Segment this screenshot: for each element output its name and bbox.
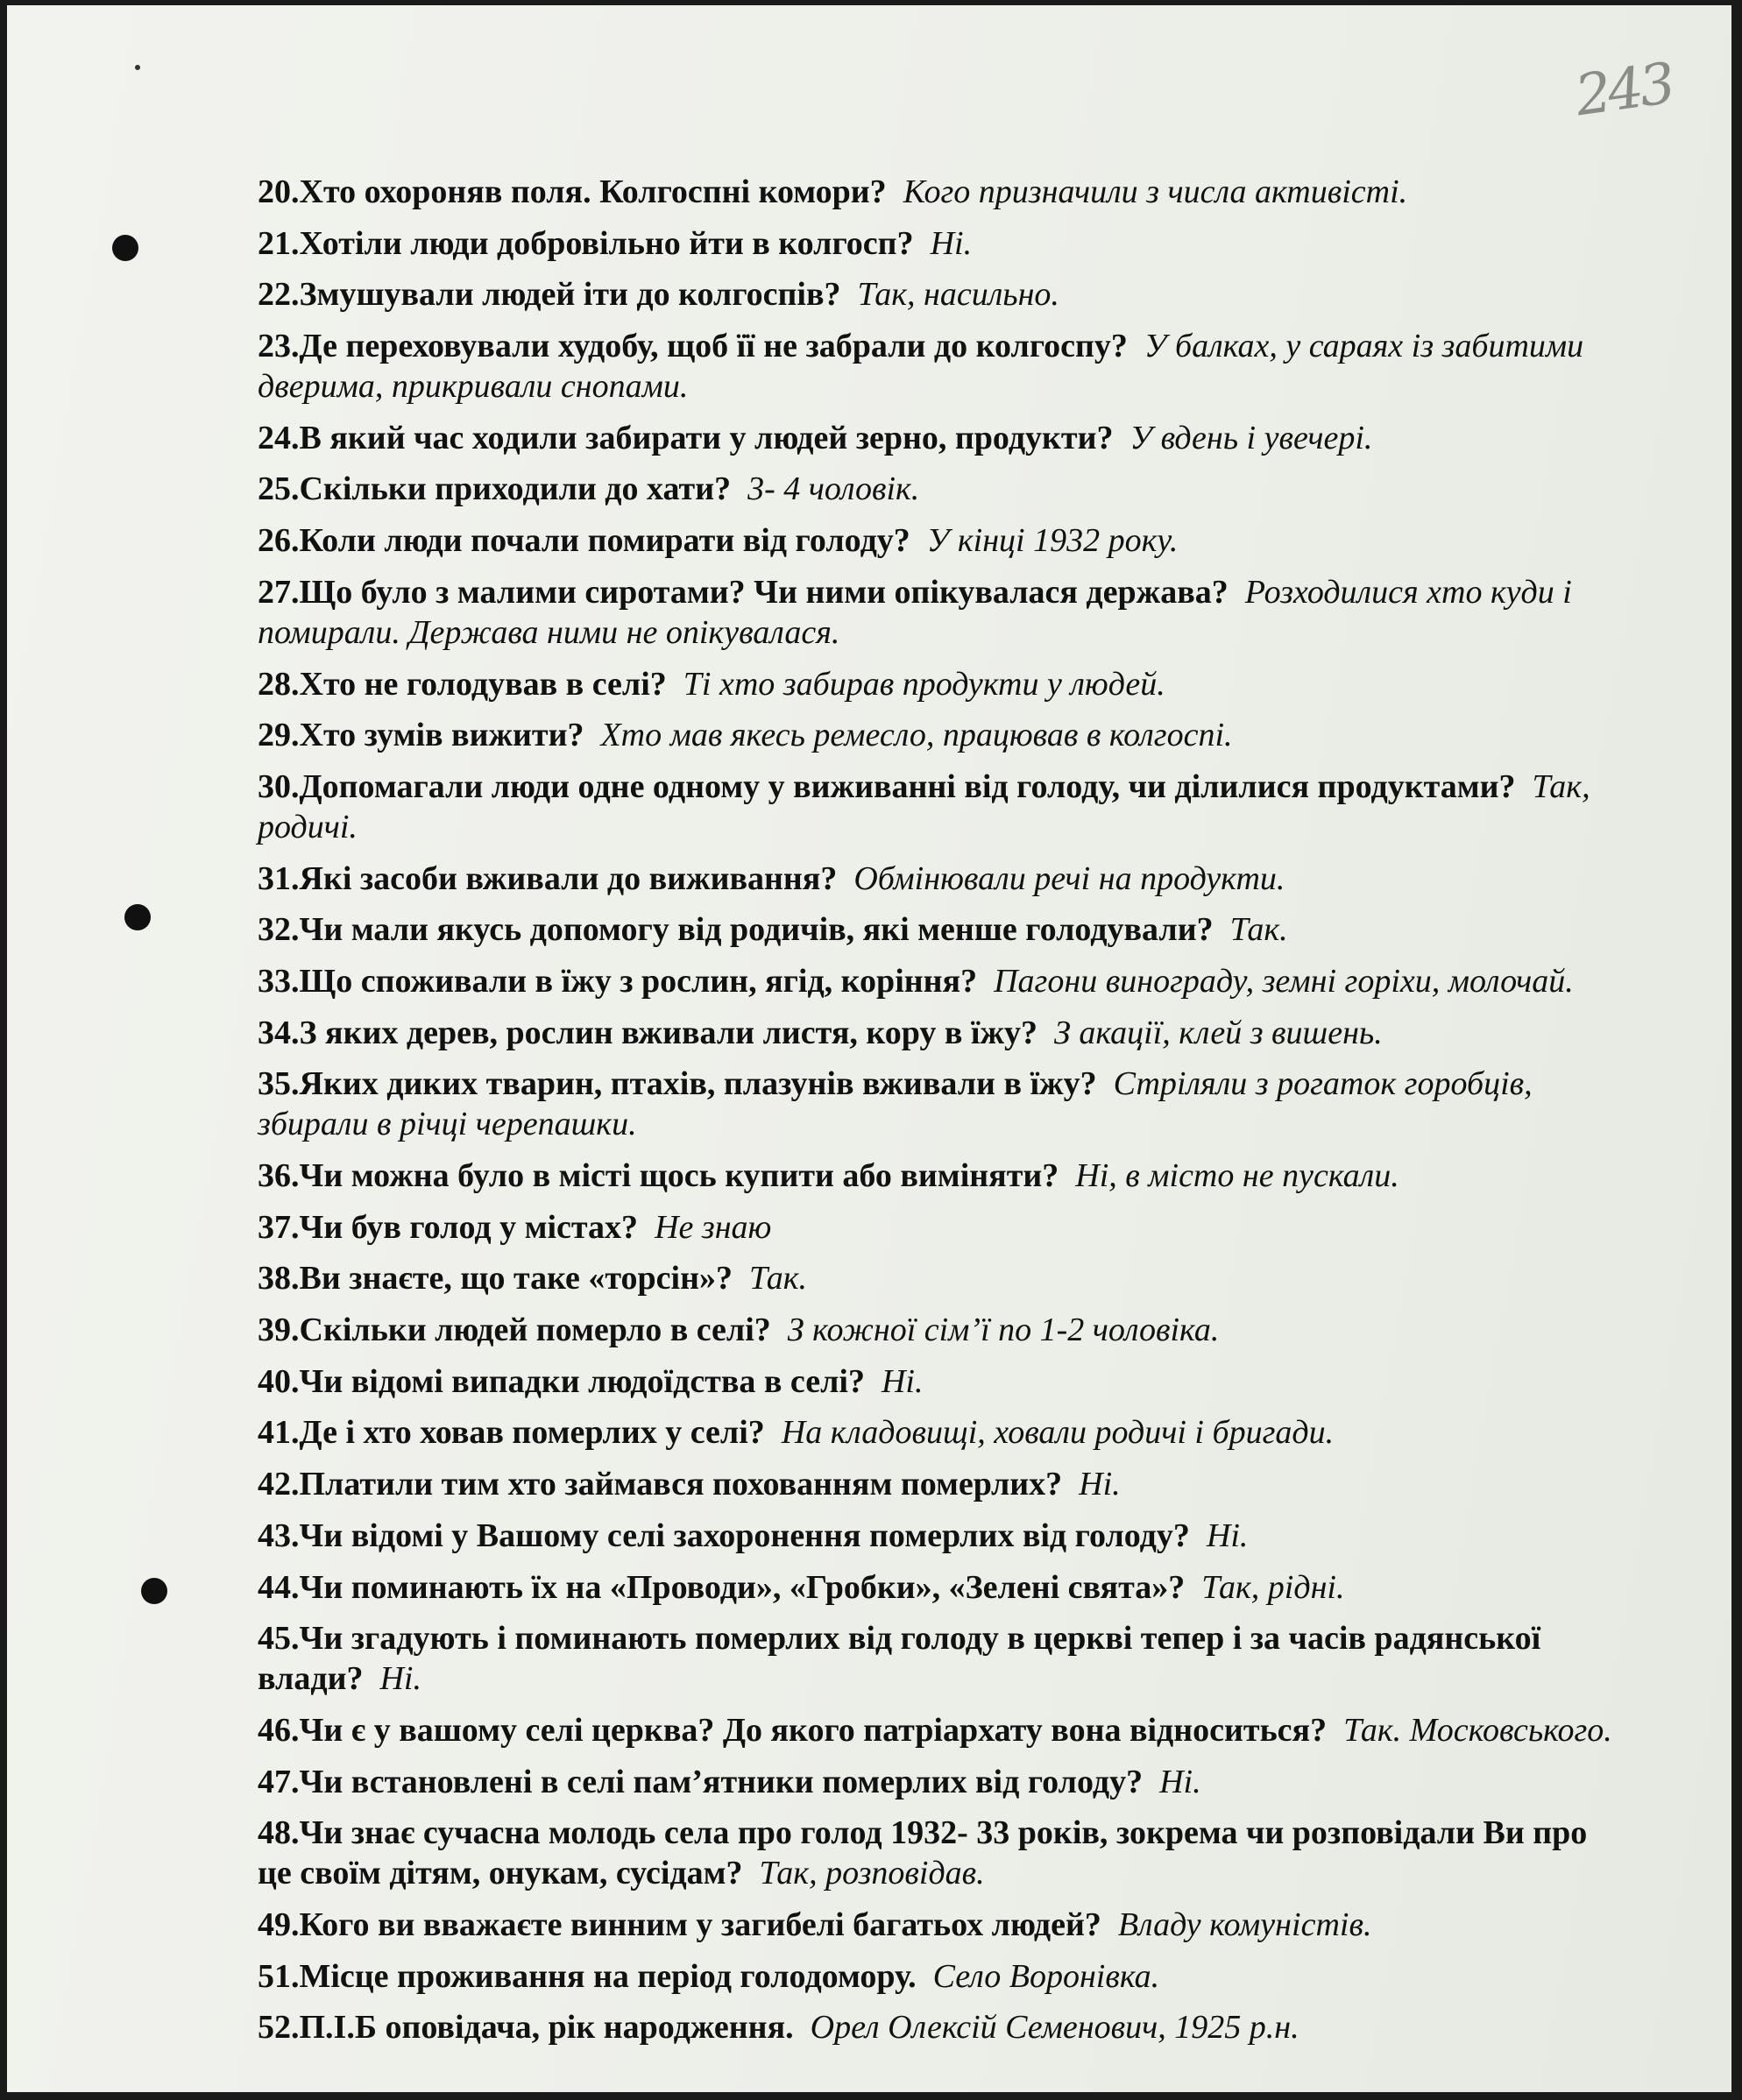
question-text: 27.Що було з малими сиротами? Чи ними опікувалася держава? bbox=[258, 573, 1229, 611]
answer-text: Кого призначили з числа активісті. bbox=[903, 173, 1408, 210]
question-text: 45.Чи згадують і поминають померлих від голоду в церкві тепер і за часів радянської влади? bbox=[258, 1620, 1541, 1698]
question-item bbox=[258, 1956, 1616, 1997]
answer-text: Ні. bbox=[379, 1660, 421, 1698]
question-text: 23.Де переховували худобу, щоб її не забрали до колгоспу? bbox=[258, 328, 1128, 365]
question-text: 28.Хто не голодував в селі? bbox=[258, 665, 667, 703]
question-text: 36.Чи можна було в місті щось купити або виміняти? bbox=[258, 1157, 1059, 1194]
question-item bbox=[258, 520, 1616, 561]
answer-text: Село Воронівка. bbox=[932, 1957, 1160, 1995]
question-item bbox=[258, 2007, 1616, 2047]
answer-text: 3- 4 чоловік. bbox=[747, 470, 920, 508]
answer-text: Орел Олексій Семенович, 1925 р.н. bbox=[810, 2009, 1299, 2047]
question-item bbox=[258, 767, 1616, 847]
question-item bbox=[258, 1813, 1616, 1893]
question-text: 52.П.І.Б оповідача, рік народження. bbox=[258, 2009, 794, 2047]
punch-hole-3 bbox=[141, 1578, 167, 1604]
question-item bbox=[258, 1310, 1616, 1350]
question-item bbox=[258, 1516, 1616, 1556]
answer-text: Так, насильно. bbox=[857, 276, 1059, 314]
question-item bbox=[258, 1412, 1616, 1453]
answer-text: Так. bbox=[1229, 911, 1288, 949]
question-item bbox=[258, 1207, 1616, 1248]
question-item bbox=[258, 1064, 1616, 1144]
question-item bbox=[258, 715, 1616, 755]
question-text: 32.Чи мали якусь допомогу від родичів, які менше голодували? bbox=[258, 911, 1214, 949]
question-text: 24.В який час ходили забирати у людей зерно, продукти? bbox=[258, 419, 1114, 456]
punch-hole-2 bbox=[124, 904, 151, 930]
question-text: 31.Які засоби вживали до виживання? bbox=[258, 859, 838, 897]
question-item bbox=[258, 1762, 1616, 1802]
question-item bbox=[258, 1156, 1616, 1196]
question-text: 20.Хто охороняв поля. Колгоспні комори? bbox=[258, 173, 887, 210]
answer-text: Стріляли з рогаток горобців, збирали в річці черепашки. bbox=[258, 1065, 1533, 1143]
question-text: 51.Місце проживання на період голодомору. bbox=[258, 1957, 917, 1995]
question-item bbox=[258, 469, 1616, 509]
question-text: 41.Де і хто ховав померлих у селі? bbox=[258, 1414, 765, 1452]
handwritten-page-number: 243 bbox=[1571, 51, 1676, 130]
punch-hole-1 bbox=[112, 235, 138, 261]
question-item bbox=[258, 1361, 1616, 1402]
answer-text: Так. bbox=[749, 1260, 808, 1297]
question-item bbox=[258, 274, 1616, 315]
question-text: 42.Платили тим хто займався похованням померлих? bbox=[258, 1466, 1063, 1503]
question-item bbox=[258, 418, 1616, 458]
question-item bbox=[258, 1013, 1616, 1053]
question-text: 44.Чи поминають їх на «Проводи», «Гробки», «Зелені свята»? bbox=[258, 1568, 1186, 1606]
question-item bbox=[258, 1567, 1616, 1608]
answer-text: У кінці 1932 року. bbox=[926, 522, 1179, 560]
question-text: 25.Скільки приходили до хати? bbox=[258, 470, 732, 508]
question-text: 34.З яких дерев, рослин вживали листя, кору в їжу? bbox=[258, 1014, 1038, 1051]
question-text: 47.Чи встановлені в селі пам’ятники померлих від голоду? bbox=[258, 1763, 1144, 1800]
question-text: 33.Що споживали в їжу з рослин, ягід, коріння? bbox=[258, 962, 978, 1000]
question-item bbox=[258, 1710, 1616, 1750]
answer-text: Ні. bbox=[930, 224, 973, 262]
answer-text: Ні. bbox=[1079, 1466, 1121, 1503]
answer-text: Ні. bbox=[1159, 1763, 1201, 1800]
question-text: 39.Скільки людей померло в селі? bbox=[258, 1312, 771, 1349]
answer-text: Пагони винограду, земні горіхи, молочай. bbox=[994, 962, 1574, 1000]
question-item bbox=[258, 1464, 1616, 1504]
question-item bbox=[258, 961, 1616, 1001]
answer-text: У вдень і увечері. bbox=[1129, 419, 1373, 456]
answer-text: Так. Московського. bbox=[1343, 1711, 1612, 1749]
question-text: 30.Допомагали люди одне одному у виживанні від голоду, чи ділилися продуктами? bbox=[258, 767, 1516, 805]
answer-text: Так, родичі. bbox=[258, 767, 1590, 845]
questionnaire-list bbox=[258, 172, 1616, 2059]
question-item bbox=[258, 326, 1616, 407]
question-text: 40.Чи відомі випадки людоїдства в селі? bbox=[258, 1362, 865, 1400]
question-item bbox=[258, 664, 1616, 704]
answer-text: Так, розповідав. bbox=[759, 1855, 985, 1892]
question-text: 29.Хто зумів вижити? bbox=[258, 717, 584, 754]
answer-text: Ні. bbox=[881, 1362, 924, 1400]
answer-text: Хто мав якесь ремесло, працював в колгоспі. bbox=[600, 717, 1233, 754]
question-text: 43.Чи відомі у Вашому селі захоронення померлих від голоду? bbox=[258, 1517, 1190, 1554]
answer-text: На кладовищі, ховали родичі і бригади. bbox=[781, 1414, 1335, 1452]
question-item bbox=[258, 1258, 1616, 1298]
answer-text: З кожної сім’ї по 1-2 чоловіка. bbox=[787, 1312, 1220, 1349]
question-text: 37.Чи був голод у містах? bbox=[258, 1208, 639, 1246]
question-text: 38.Ви знаєте, що таке «торсін»? bbox=[258, 1260, 733, 1297]
question-item bbox=[258, 172, 1616, 212]
question-text: 26.Коли люди почали помирати від голоду? bbox=[258, 522, 910, 560]
question-text: 49.Кого ви вважаєте винним у загибелі багатьох людей? bbox=[258, 1906, 1101, 1943]
answer-text: Владу комуністів. bbox=[1117, 1906, 1372, 1943]
question-text: 48.Чи знає сучасна молодь села про голод 1932- 33 років, зокрема чи розповідали Ви про це своїм дітям, онукам, сусідам? bbox=[258, 1814, 1588, 1892]
answer-text: Ні. bbox=[1206, 1517, 1249, 1554]
answer-text: Не знаю bbox=[655, 1208, 772, 1246]
speck-mark bbox=[135, 65, 140, 70]
question-item bbox=[258, 572, 1616, 653]
answer-text: Обмінювали речі на продукти. bbox=[853, 859, 1285, 897]
question-item bbox=[258, 859, 1616, 899]
question-text: 46.Чи є у вашому селі церква? До якого патріархату вона відноситься? bbox=[258, 1711, 1328, 1749]
document-page bbox=[7, 5, 1731, 2092]
question-text: 21.Хотіли люди добровільно йти в колгосп? bbox=[258, 224, 914, 262]
answer-text: Ні, в місто не пускали. bbox=[1075, 1157, 1399, 1194]
question-item bbox=[258, 909, 1616, 950]
answer-text: Ті хто забирав продукти у людей. bbox=[683, 665, 1165, 703]
answer-text: Так, рідні. bbox=[1201, 1568, 1345, 1606]
question-text: 35.Яких диких тварин, птахів, плазунів вживали в їжу? bbox=[258, 1065, 1097, 1103]
question-text: 22.Змушували людей іти до колгоспів? bbox=[258, 276, 841, 314]
answer-text: У балках, у сараях із забитими дверима, прикривали снопами. bbox=[258, 328, 1584, 406]
question-item bbox=[258, 223, 1616, 264]
question-item bbox=[258, 1905, 1616, 1945]
question-item bbox=[258, 1618, 1616, 1699]
answer-text: Розходилися хто куди і помирали. Держава ними не опікувалася. bbox=[258, 573, 1572, 651]
answer-text: З акації, клей з вишень. bbox=[1054, 1014, 1383, 1051]
